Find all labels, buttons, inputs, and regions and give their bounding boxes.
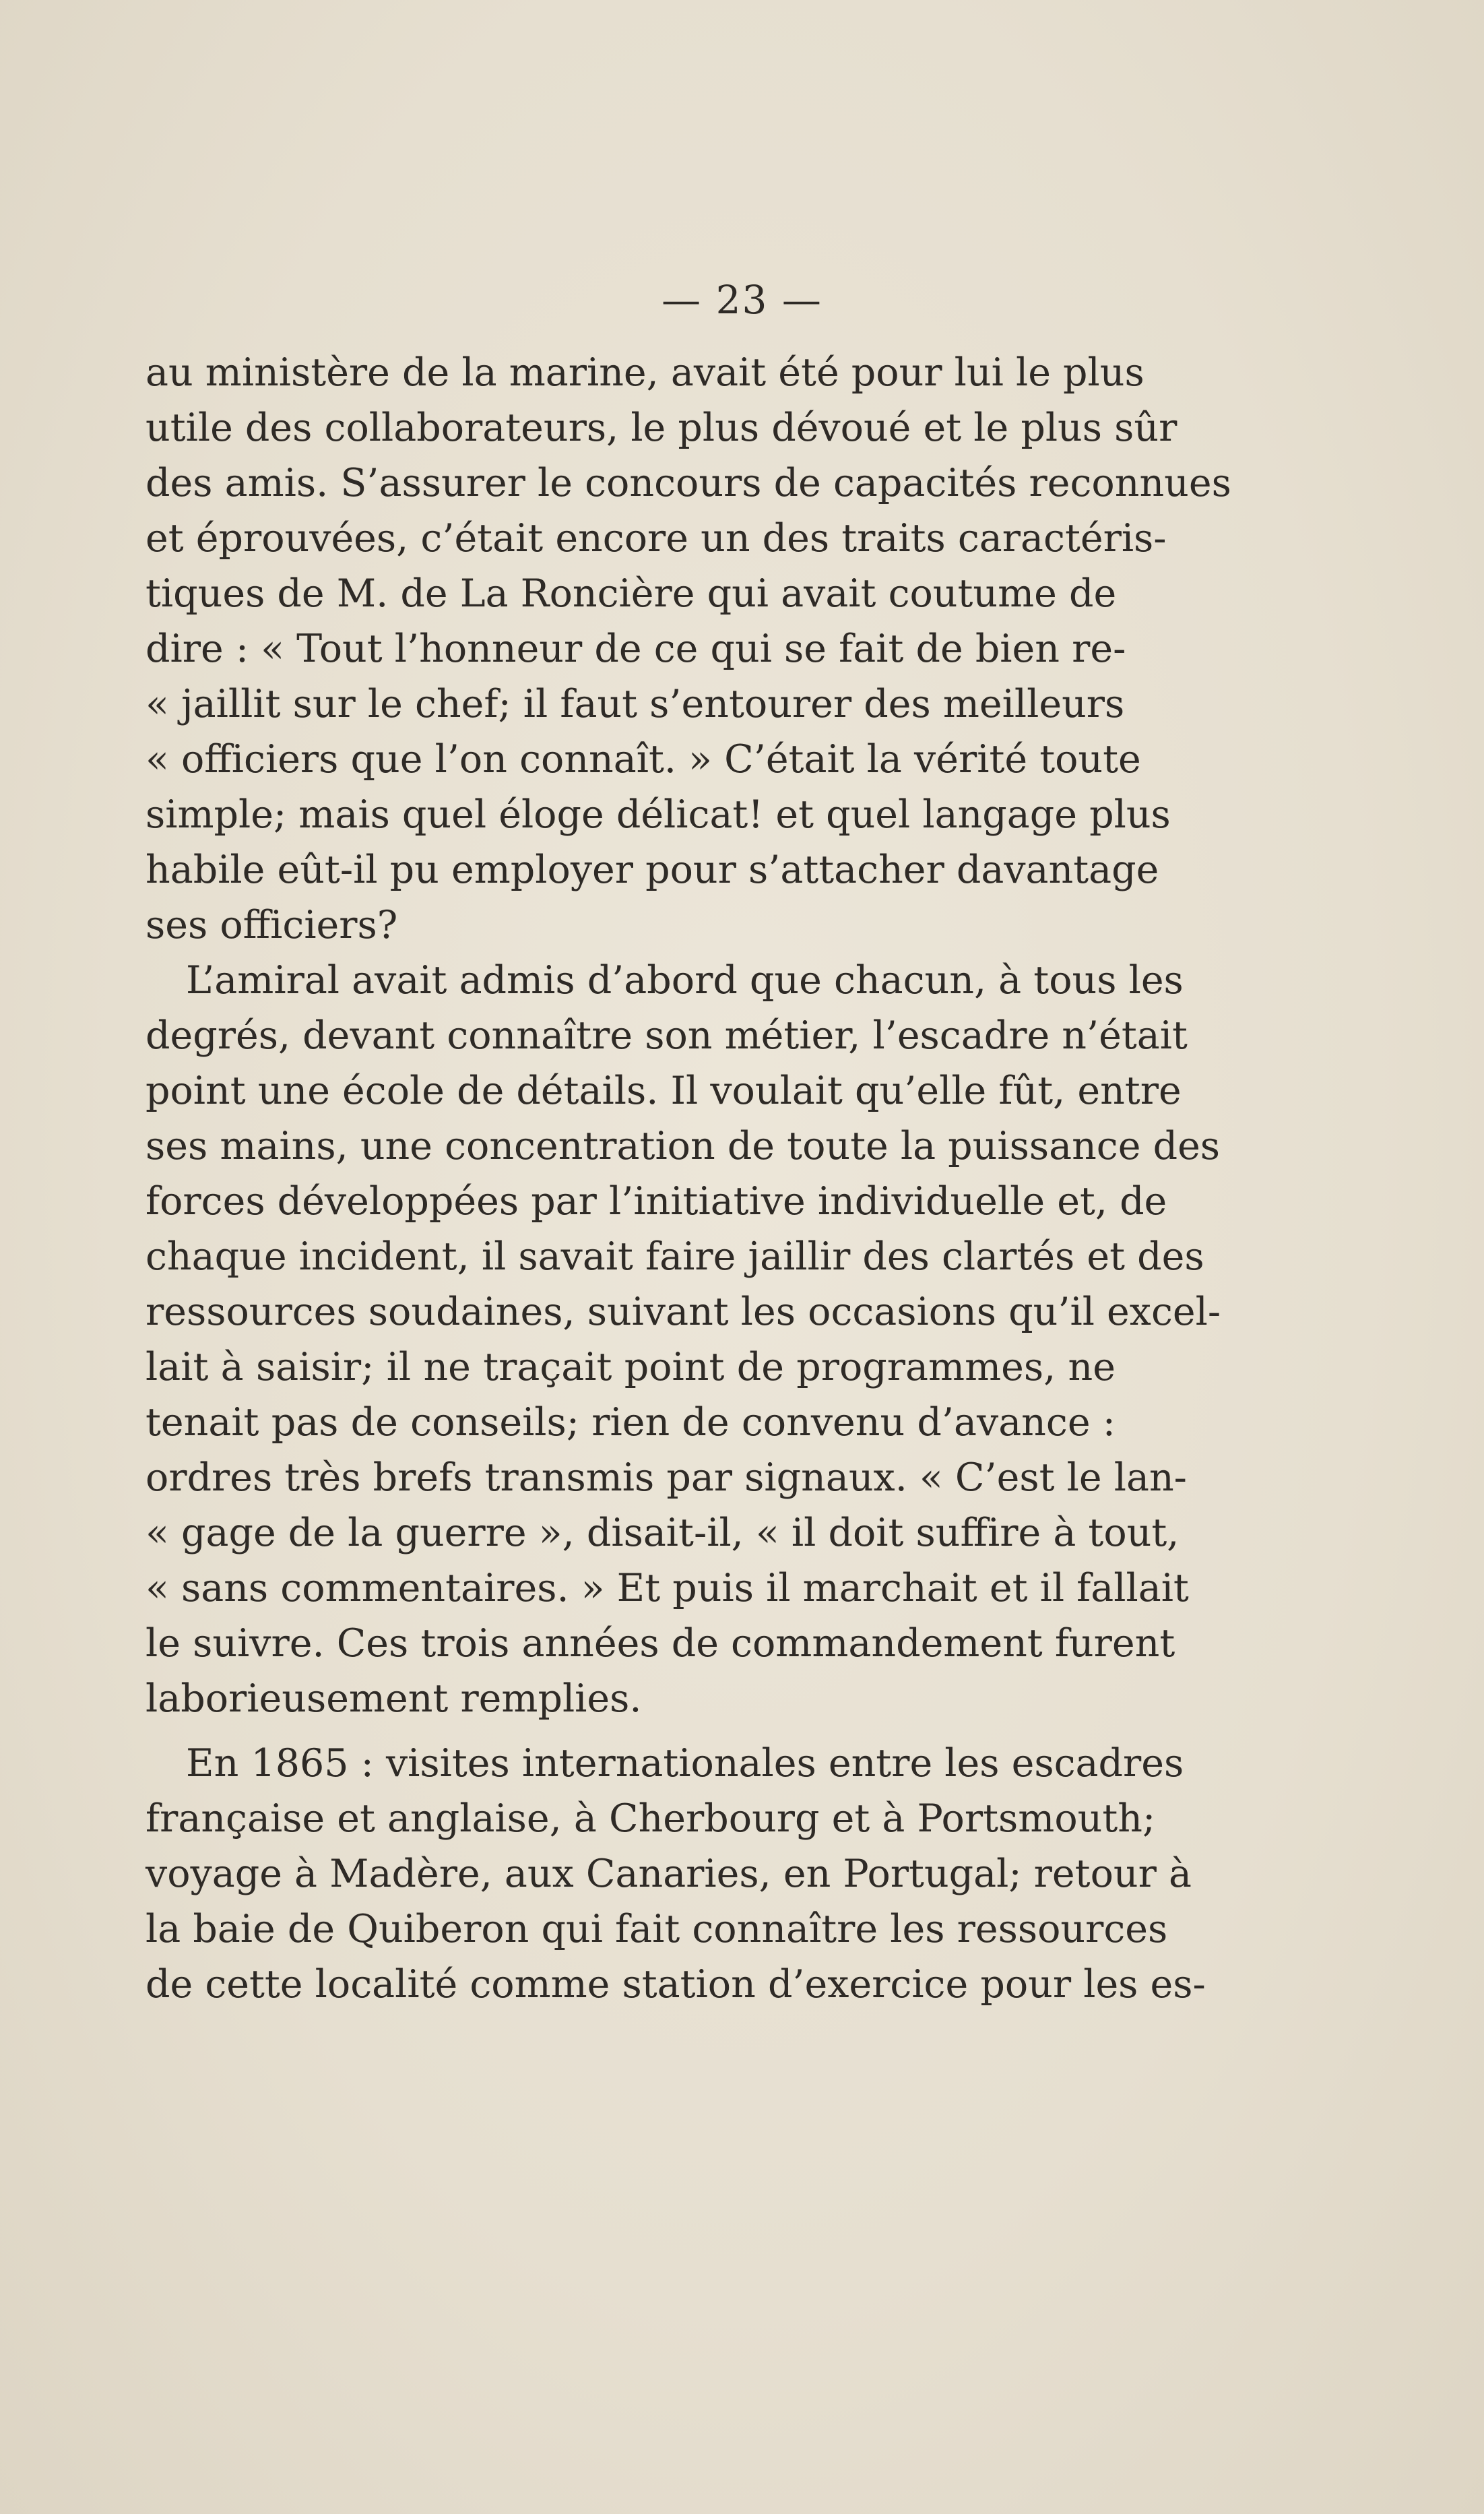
- text-line: dire : « Tout l’honneur de ce qui se fait de bien re-: [146, 627, 1126, 671]
- text-line: la baie de Quiberon qui fait connaître les ressources: [146, 1907, 1168, 1951]
- text-line: forces développées par l’initiative individuelle et, de: [146, 1179, 1167, 1224]
- text-line: ressources soudaines, suivant les occasions qu’il excel-: [146, 1290, 1221, 1334]
- text-line: degrés, devant connaître son métier, l’escadre n’était: [146, 1013, 1188, 1058]
- text-line: « sans commentaires. » Et puis il marchait et il fallait: [146, 1566, 1189, 1610]
- text-line: L’amiral avait admis d’abord que chacun, à tous les: [186, 958, 1184, 1003]
- text-line: tiques de M. de La Roncière qui avait coutume de: [146, 571, 1117, 616]
- text-line: ordres très brefs transmis par signaux. « C’est le lan-: [146, 1455, 1187, 1500]
- text-line: habile eût-il pu employer pour s’attacher davantage: [146, 848, 1159, 892]
- text-line: simple; mais quel éloge délicat! et quel langage plus: [146, 792, 1171, 837]
- text-line: chaque incident, il savait faire jaillir des clartés et des: [146, 1234, 1204, 1279]
- text-line: point une école de détails. Il voulait qu’elle fût, entre: [146, 1069, 1182, 1113]
- text-line: utile des collaborateurs, le plus dévoué et le plus sûr: [146, 406, 1177, 450]
- page-number: — 23 —: [662, 277, 822, 323]
- text-line: ses mains, une concentration de toute la puissance des: [146, 1124, 1221, 1168]
- text-line: le suivre. Ces trois années de commandement furent: [146, 1621, 1175, 1666]
- text-line: et éprouvées, c’était encore un des traits caractéris-: [146, 516, 1167, 561]
- text-line: des amis. S’assurer le concours de capacités reconnues: [146, 461, 1231, 505]
- text-line: lait à saisir; il ne traçait point de programmes, ne: [146, 1345, 1116, 1389]
- text-line: au ministère de la marine, avait été pour lui le plus: [146, 350, 1144, 395]
- text-line: tenait pas de conseils; rien de convenu d’avance :: [146, 1400, 1116, 1445]
- text-line: En 1865 : visites internationales entre les escadres: [186, 1741, 1184, 1786]
- text-line: française et anglaise, à Cherbourg et à Portsmouth;: [146, 1796, 1156, 1841]
- text-line: ses officiers?: [146, 903, 398, 947]
- text-line: laborieusement remplies.: [146, 1676, 642, 1721]
- text-line: de cette localité comme station d’exercice pour les es-: [146, 1962, 1206, 2007]
- text-line: « gage de la guerre », disait-il, « il doit suffire à tout,: [146, 1511, 1180, 1555]
- text-line: « officiers que l’on connaît. » C’était la vérité toute: [146, 737, 1141, 782]
- text-line: « jaillit sur le chef; il faut s’entourer des meilleurs: [146, 682, 1125, 726]
- text-line: voyage à Madère, aux Canaries, en Portugal; retour à: [146, 1852, 1192, 1896]
